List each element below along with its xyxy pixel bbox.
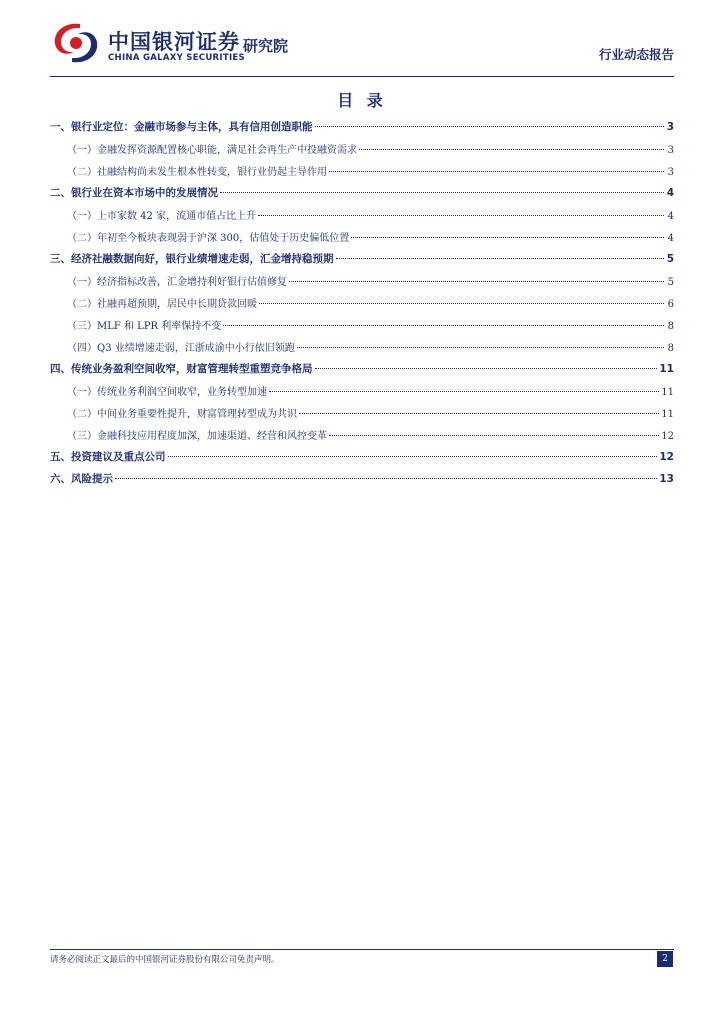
- toc-dot-leader: [115, 478, 657, 479]
- toc-section-entry[interactable]: [50, 471, 674, 488]
- toc-subsection-entry[interactable]: [50, 339, 674, 356]
- toc-subsection-entry[interactable]: [50, 163, 674, 180]
- toc-entry-title: （二）中间业务重要性提升，财富管理转型成为共识: [67, 409, 297, 420]
- research-institute-label: 研究院: [243, 37, 289, 55]
- toc-dot-leader: [297, 347, 664, 348]
- toc-entry-title: （一）经济指标改善，汇金增持利好银行估值修复: [67, 277, 287, 288]
- toc-dot-leader: [258, 215, 664, 216]
- toc-entry-title: （一）金融发挥资源配置核心职能，满足社会再生产中投融资需求: [67, 145, 357, 156]
- toc-entry-title: （四）Q3 业绩增速走弱，江浙成渝中小行依旧领跑: [67, 343, 295, 354]
- toc-page-number: 4: [667, 233, 674, 244]
- toc-entry-title: （一）上市家数 42 家，流通市值占比上升: [67, 211, 257, 222]
- toc-page-number: 5: [666, 253, 674, 265]
- toc-section-entry[interactable]: [50, 185, 674, 202]
- toc-entry-title: （二）社融结构尚未发生根本性转变，银行业仍起主导作用: [67, 167, 327, 178]
- toc-subsection-entry[interactable]: [50, 295, 674, 312]
- toc-subsection-entry[interactable]: [50, 317, 674, 334]
- report-type-label: 行业动态报告: [598, 47, 674, 62]
- toc-section-entry[interactable]: [50, 119, 674, 136]
- toc-dot-leader: [359, 149, 664, 150]
- toc-title: 目 录: [337, 91, 387, 110]
- toc-page-number: 8: [667, 343, 674, 354]
- toc-page-number: 13: [659, 473, 674, 485]
- galaxy-logo-icon: [50, 20, 102, 66]
- toc-dot-leader: [299, 413, 659, 414]
- toc-page-number: 3: [666, 121, 674, 133]
- toc-dot-leader: [351, 237, 664, 238]
- toc-subsection-entry[interactable]: [50, 427, 674, 444]
- toc-page-number: 8: [667, 321, 674, 332]
- toc-entry-title: 四、传统业务盈利空间收窄，财富管理转型重塑竞争格局: [50, 363, 313, 375]
- header-divider: [50, 76, 674, 77]
- toc-entry-title: （二）年初至今板块表现弱于沪深 300，估值处于历史偏低位置: [67, 233, 350, 244]
- page-header: [50, 20, 674, 78]
- toc-dot-leader: [259, 303, 664, 304]
- toc-subsection-entry[interactable]: [50, 141, 674, 158]
- toc-dot-leader: [315, 126, 665, 127]
- toc-page-number: 6: [667, 299, 674, 310]
- toc-subsection-entry[interactable]: [50, 405, 674, 422]
- footer-disclaimer: 请务必阅读正文最后的中国银河证券股份有限公司免责声明。: [50, 955, 280, 965]
- toc-page-number: 11: [659, 363, 674, 375]
- toc-entry-title: 二、银行业在资本市场中的发展情况: [50, 187, 218, 199]
- toc-entry-title: 五、投资建议及重点公司: [50, 451, 166, 463]
- toc-page-number: 11: [661, 409, 674, 420]
- toc-page-number: 12: [661, 431, 674, 442]
- toc-page-number: 4: [666, 187, 674, 199]
- footer-divider: [50, 949, 674, 950]
- toc-entry-title: 六、风险提示: [50, 473, 113, 485]
- toc-subsection-entry[interactable]: [50, 383, 674, 400]
- toc-subsection-entry[interactable]: [50, 207, 674, 224]
- toc-dot-leader: [329, 435, 659, 436]
- toc-page-number: 3: [667, 145, 674, 156]
- toc-page-number: 11: [661, 387, 674, 398]
- toc-page-number: 5: [667, 277, 674, 288]
- toc-entry-title: （三）金融科技应用程度加深，加速渠道、经营和风控变革: [67, 431, 327, 442]
- brand-name-cn: 中国银河证券: [108, 30, 240, 54]
- toc-dot-leader: [168, 456, 658, 457]
- toc-entry-title: （二）社融再超预期，居民中长期贷款回暖: [67, 299, 257, 310]
- toc-section-entry[interactable]: [50, 449, 674, 466]
- toc-entry-title: 三、经济社融数据向好，银行业绩增速走弱，汇金增持稳预期: [50, 253, 334, 265]
- toc-dot-leader: [336, 258, 665, 259]
- toc-section-entry[interactable]: [50, 251, 674, 268]
- table-of-contents: [50, 119, 674, 493]
- toc-page-number: 4: [667, 211, 674, 222]
- page-number-badge: 2: [657, 951, 673, 967]
- toc-page-number: 3: [667, 167, 674, 178]
- toc-dot-leader: [315, 368, 658, 369]
- brand-name-en: CHINA GALAXY SECURITIES: [108, 53, 245, 63]
- toc-subsection-entry[interactable]: [50, 229, 674, 246]
- toc-entry-title: 一、银行业定位：金融市场参与主体，具有信用创造职能: [50, 121, 313, 133]
- toc-dot-leader: [269, 391, 659, 392]
- toc-entry-title: （三）MLF 和 LPR 利率保持不变: [67, 321, 222, 332]
- toc-page-number: 12: [659, 451, 674, 463]
- toc-dot-leader: [329, 171, 664, 172]
- toc-entry-title: （一）传统业务利润空间收窄，业务转型加速: [67, 387, 267, 398]
- toc-dot-leader: [223, 325, 664, 326]
- toc-section-entry[interactable]: [50, 361, 674, 378]
- toc-dot-leader: [289, 281, 664, 282]
- toc-dot-leader: [220, 192, 664, 193]
- toc-subsection-entry[interactable]: [50, 273, 674, 290]
